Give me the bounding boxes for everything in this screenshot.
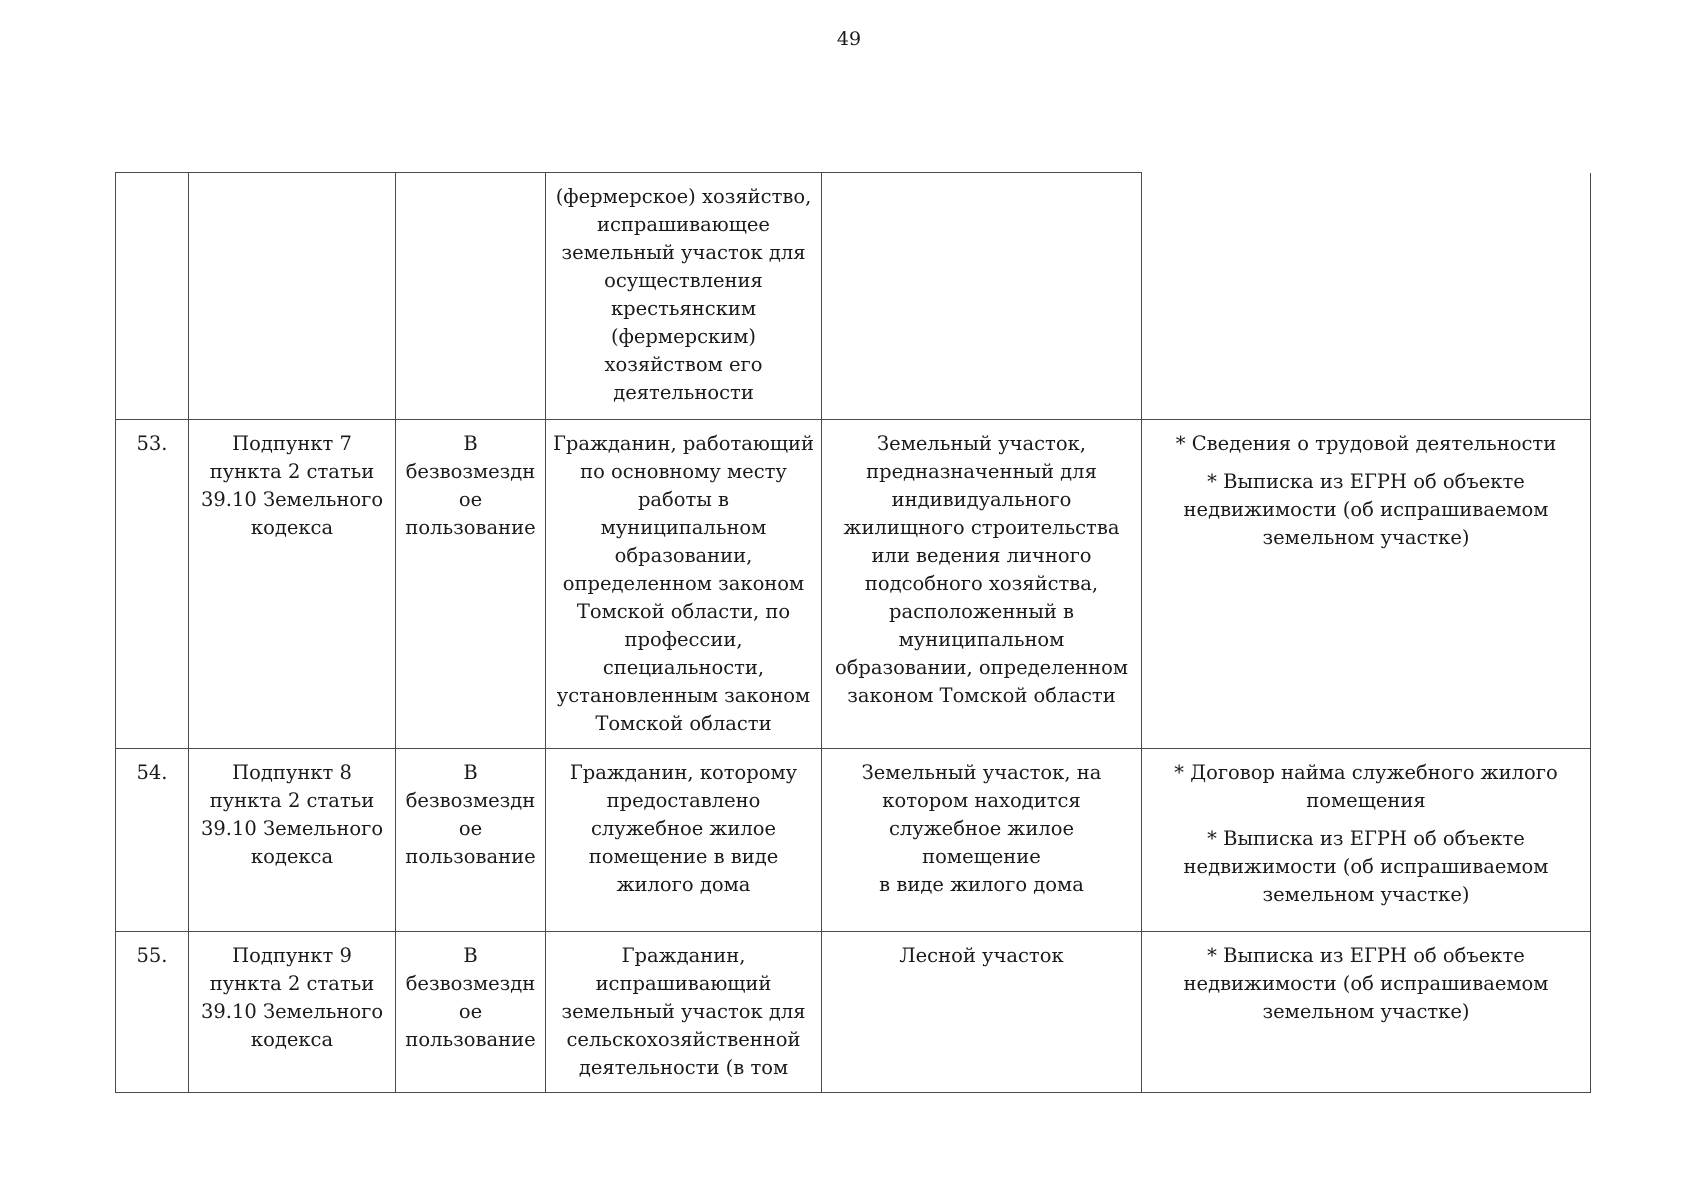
row-number: 53. [116, 420, 189, 749]
cell-docs [1142, 749, 1591, 932]
cell-applicant: Гражданин, которому предоставлено служебное жилое помещение в виде жилого дома [546, 749, 822, 932]
table-row [116, 420, 1591, 749]
cell-docs [1142, 420, 1591, 749]
cell-num [116, 173, 189, 420]
land-grant-table [115, 172, 1591, 1093]
cell-docs [1142, 932, 1591, 1093]
cell-land: Земельный участок, на котором находится служебное жилое помещение в виде жилого дома [822, 749, 1142, 932]
cell-right [396, 173, 546, 420]
cell-basis: Подпункт 9 пункта 2 статьи 39.10 Земельного кодекса [189, 932, 396, 1093]
cell-basis [189, 173, 396, 420]
document-item: * Выписка из ЕГРН об объекте недвижимости (об испрашиваемом земельном участке) [1183, 944, 1549, 1023]
cell-land: Земельный участок, предназначенный для индивидуального жилищного строительства или ведения личного подсобного хозяйства, расположенный в муниципальном образовании, определенном законом Томской области [822, 420, 1142, 749]
document-item: * Выписка из ЕГРН об объекте недвижимости (об испрашиваемом земельном участке) [1183, 827, 1549, 906]
cell-land [822, 173, 1142, 420]
cell-basis: Подпункт 8 пункта 2 статьи 39.10 Земельного кодекса [189, 749, 396, 932]
row-number: 55. [116, 932, 189, 1093]
table-row [116, 932, 1591, 1093]
document-item: * Договор найма служебного жилого помещения [1174, 761, 1558, 812]
table-row-continuation [116, 173, 1591, 420]
cell-right: В безвозмездн ое пользование [396, 932, 546, 1093]
document-item: * Выписка из ЕГРН об объекте недвижимости (об испрашиваемом земельном участке) [1183, 470, 1549, 549]
cell-applicant: Гражданин, работающий по основному месту работы в муниципальном образовании, определенном законом Томской области, по профессии, специальности, установленным законом Томской области [546, 420, 822, 749]
cell-land: Лесной участок [822, 932, 1142, 1093]
cell-right: В безвозмездн ое пользование [396, 749, 546, 932]
cell-applicant: (фермерское) хозяйство, испрашивающее земельный участок для осуществления крестьянским (фермерским) хозяйством его деятельности [546, 173, 822, 420]
table-row [116, 749, 1591, 932]
cell-docs [1142, 173, 1591, 420]
cell-basis: Подпункт 7 пункта 2 статьи 39.10 Земельного кодекса [189, 420, 396, 749]
cell-applicant: Гражданин, испрашивающий земельный участок для сельскохозяйственной деятельности (в том [546, 932, 822, 1093]
document-item: * Сведения о трудовой деятельности [1175, 432, 1557, 455]
cell-right: В безвозмездн ое пользование [396, 420, 546, 749]
row-number: 54. [116, 749, 189, 932]
page-number: 49 [836, 28, 862, 50]
